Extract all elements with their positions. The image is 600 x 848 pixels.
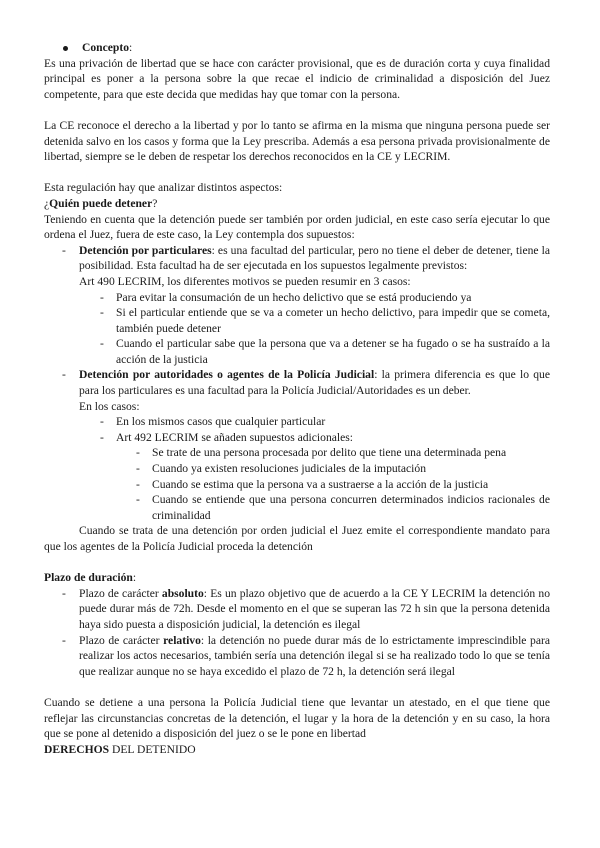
plazo-list [44,586,550,680]
bullet-dot-icon [63,46,68,51]
policia-list [44,367,550,398]
relativo-pre: Plazo de carácter [79,633,164,647]
particulares-cases-list [44,290,550,368]
particulares-label: Detención por particulares [79,243,212,257]
plazo-absoluto-item [44,586,550,633]
plazo-relativo-item [44,633,550,680]
plazo-heading [44,570,550,586]
list-item: - Cuando el particular sabe que la persona que va a detener se ha fugado o se ha sustraído a la acción de la justicia [44,336,550,367]
ce-paragraph: La CE reconoce el derecho a la libertad y por lo tanto se afirma en la misma que ninguna persona puede ser detenida salvo en los casos y forma que la Ley prescriba. Además a esa persona privada provisionalmente de libertad, siempre se le deben de respetar los derechos reconocidos en la CE y LECRIM. [44,118,550,164]
list-item: - Si el particular entiende que se va a cometer un hecho delictivo, para impedir que se cometa, también puede detener [44,305,550,336]
quien-close-mark: ? [152,196,158,210]
regulacion-line: Esta regulación hay que analizar distintos aspectos: [44,181,283,195]
absoluto-pre: Plazo de carácter [79,586,162,600]
list-item: - Se trate de una persona procesada por delito que tiene una determinada pena [44,445,550,461]
concepto-heading [44,40,550,56]
orden-judicial-paragraph: Cuando se trata de una detención por orden judicial el Juez emite el correspondiente mandato para que los agentes de la Policía Judicial proceda la detención [44,524,550,553]
document-page [44,40,550,757]
quien-title: Quién puede detener [49,196,153,210]
art-492-sublist [44,445,550,523]
policia-label: Detención por autoridades o agentes de la Policía Judicial [79,368,375,382]
absoluto-text: : Es un plazo objetivo que de acuerdo a la CE Y LECRIM la detención no puede durar más de 72h. Desde el momento en el que se superan las 72 h sin que la persona detenida haya sido puesta a disposición judicial, la detención es ilegal [79,586,550,631]
policia-cases-list [44,414,550,445]
derechos-bold: DERECHOS [44,742,110,756]
particulares-text: : es una facultad del particular, pero no tiene el deber de detener, tiene la posibilidad. Esta facultad ha de ser ejecutada en los supuestos legalmente previstos: [79,243,550,273]
en-los-casos-line: En los casos: [79,399,140,413]
list-item: - Cuando ya existen resoluciones judiciales de la imputación [44,461,550,477]
art-490-line: Art 490 LECRIM, los diferentes motivos se pueden resumir en 3 casos: [79,274,411,288]
list-item: - Art 492 LECRIM se añaden supuestos adicionales: [44,430,550,446]
particulares-item [44,243,550,274]
list-item: - Cuando se estima que la persona va a sustraerse a la acción de la justicia [44,477,550,493]
relativo-bold: relativo [163,633,201,647]
quien-open-mark: ¿ [44,196,50,210]
derechos-rest: DEL DETENIDO [109,742,196,756]
list-item: - En los mismos casos que cualquier particular [44,414,550,430]
plazo-title: Plazo de duración [44,571,133,585]
concepto-title: Concepto [82,41,130,54]
plazo-colon: : [132,571,137,585]
policia-text: : la primera diferencia es que lo que para los particulares es una facultad para la Policía Judicial/Autoridades es un deber. [79,368,550,398]
policia-item [44,367,550,398]
list-item: - Para evitar la consumación de un hecho delictivo que se está produciendo ya [44,290,550,306]
quien-heading [44,196,550,212]
quien-intro: Teniendo en cuenta que la detención puede ser también por orden judicial, en este caso sería ejecutar lo que ordena el Juez, fuera de este caso, la Ley contempla dos supuestos: [44,212,550,242]
absoluto-bold: absoluto [161,586,204,600]
concepto-paragraph: Es una privación de libertad que se hace con carácter provisional, que es de duración corta y cuya finalidad principal es poner a la persona sobre la que recae el indicio de criminalidad a disposición del Juez competente, para que este decida que medidas hay que tomar con la persona. [44,56,550,101]
relativo-text: : la detención no puede durar más de lo estrictamente imprescindible para realizar los actos necesarios, también sería una detención ilegal si se ha realizado todo lo que se tenía que realizar aunque no se haya excedido el plazo de 72 h, la detención será ilegal [79,633,550,678]
list-item: - Cuando se entiende que una persona concurren determinados indicios racionales de criminalidad [44,492,550,523]
concepto-colon: : [129,41,133,54]
detention-types-list [44,243,550,274]
derechos-heading [44,742,550,758]
atestado-paragraph: Cuando se detiene a una persona la Policía Judicial tiene que levantar un atestado, en el que tiene que reflejar las circunstancias concretas de la detención, el lugar y la hora de la detención y en su caso, la hora que se pone al detenido a disposición del juez o se le pone en libertad [44,695,550,741]
